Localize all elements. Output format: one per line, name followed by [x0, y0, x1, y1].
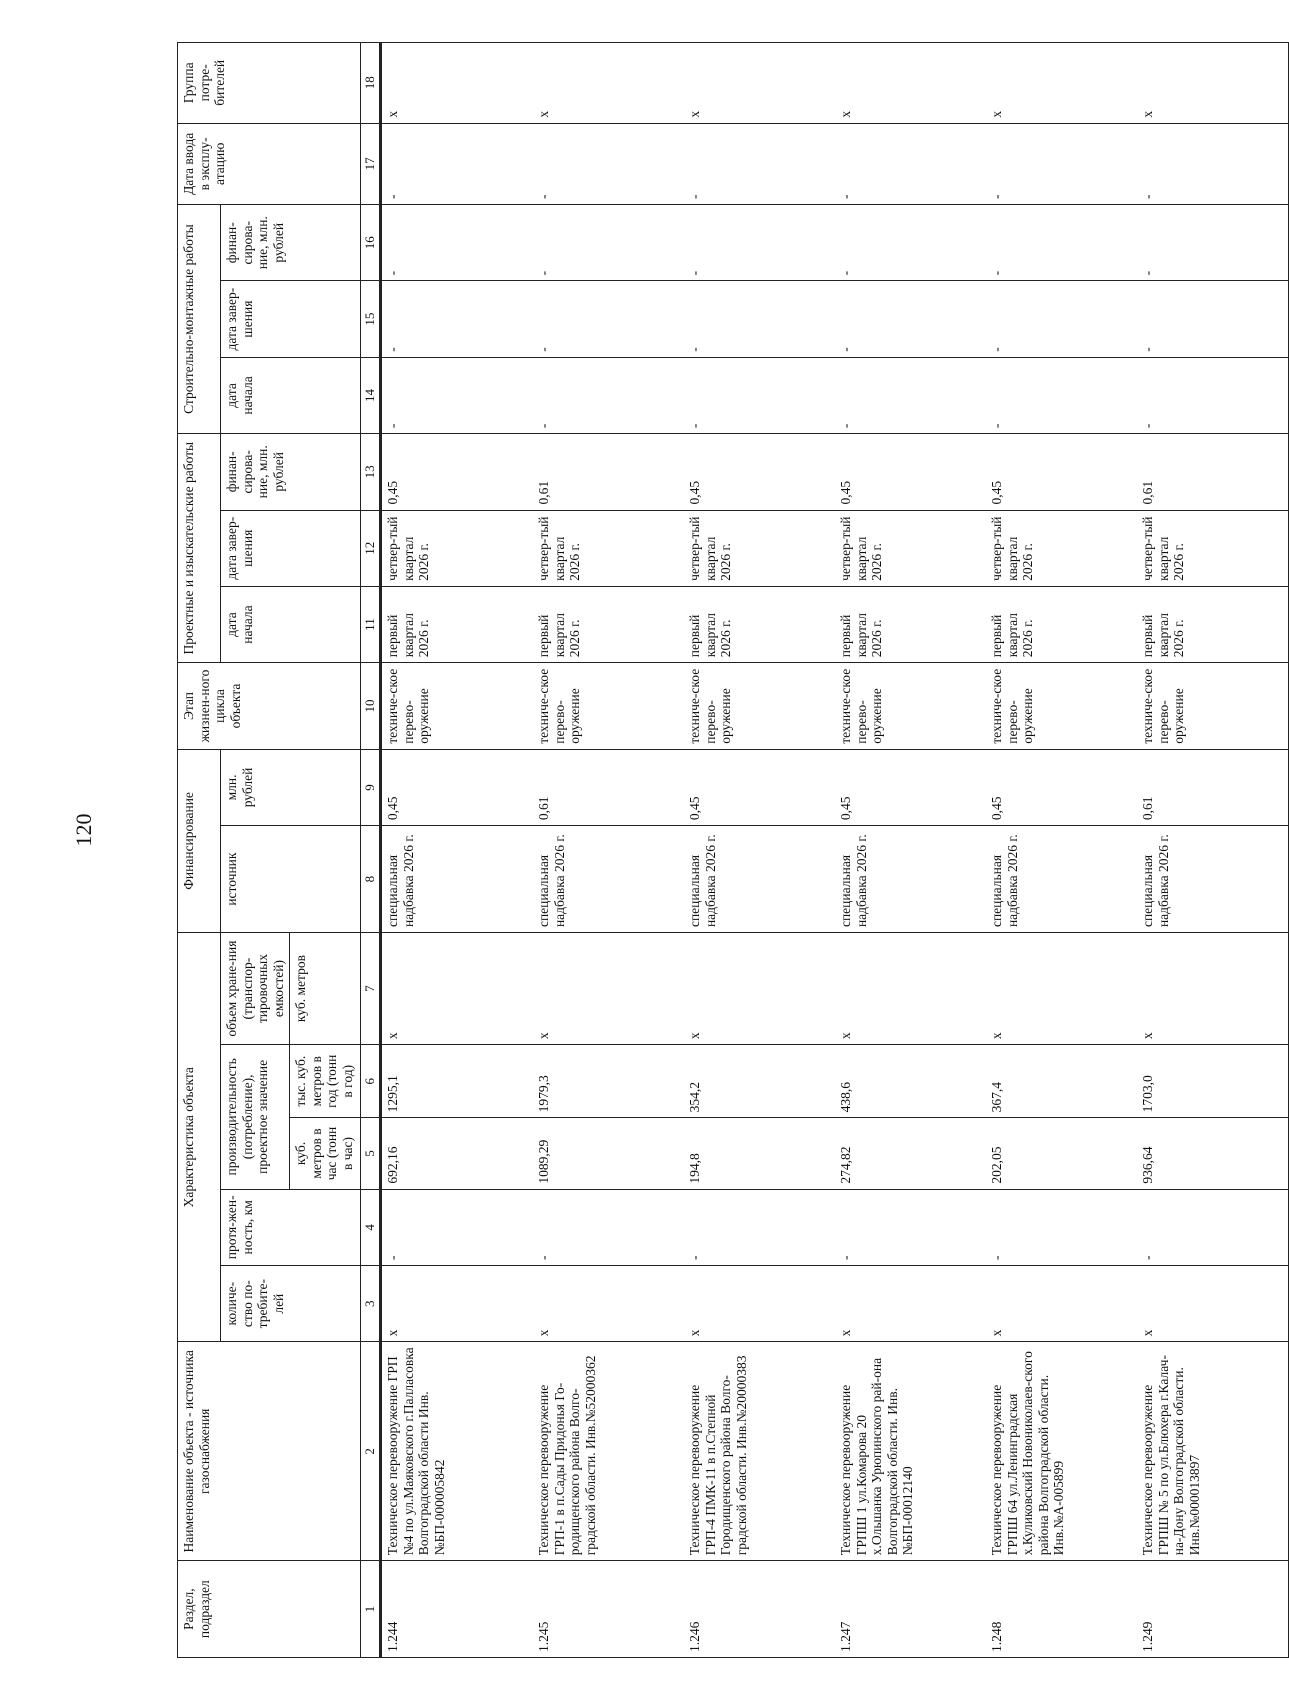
object-name: Техническое перевооружение ГРП-4 ПМК-11 в п.Степной Городищенского района Волго-градской области. Инв.№20000383	[684, 1342, 835, 1561]
table-row	[533, 43, 684, 1658]
column-number: 14	[361, 357, 381, 433]
financing-source: специальная надбавка 2026 г.	[684, 826, 835, 933]
consumers-count: х	[835, 1266, 986, 1342]
design-end: четвер-тый квартал 2026 г.	[533, 510, 684, 586]
financing-amount: 0,45	[684, 749, 835, 825]
header-financing: Финансирование	[178, 749, 221, 932]
column-number: 12	[361, 510, 381, 586]
length-km: -	[533, 1189, 684, 1265]
column-number-row	[361, 43, 381, 1658]
header-design-end: дата завер-шения	[221, 510, 361, 586]
table-row	[835, 43, 986, 1658]
column-number: 16	[361, 205, 381, 281]
build-financing: -	[684, 205, 835, 281]
build-start: -	[835, 357, 986, 433]
build-financing: -	[835, 205, 986, 281]
design-end: четвер-тый квартал 2026 г.	[986, 510, 1137, 586]
column-number: 1	[361, 1561, 381, 1658]
design-end: четвер-тый квартал 2026 г.	[381, 510, 534, 586]
header-consumers-count: количе-ство по-требите-лей	[221, 1266, 361, 1342]
object-name: Техническое перевооружение ГРПШ 1 ул.Комарова 20 х.Ольшанка Урюпинского рай-она Волгоградской области. Инв.№БП-00012140	[835, 1342, 986, 1561]
rotated-table-container	[177, 42, 1210, 1658]
design-start: первый квартал 2026 г.	[835, 586, 986, 662]
build-financing: -	[986, 205, 1137, 281]
build-financing: -	[1137, 205, 1289, 281]
header-cubic-meters: куб. метров	[290, 933, 361, 1045]
consumer-group: х	[986, 43, 1137, 124]
design-financing: 0,45	[684, 434, 835, 510]
build-start: -	[986, 357, 1137, 433]
cubic-per-year: 1979,3	[533, 1045, 684, 1118]
financing-source: специальная надбавка 2026 г.	[986, 826, 1137, 933]
financing-amount: 0,61	[533, 749, 684, 825]
consumers-count: х	[533, 1266, 684, 1342]
consumers-count: х	[986, 1266, 1137, 1342]
column-number: 3	[361, 1266, 381, 1342]
design-end: четвер-тый квартал 2026 г.	[835, 510, 986, 586]
column-number: 15	[361, 281, 381, 357]
header-design-works: Проектные и изыскательские работы	[178, 434, 221, 663]
length-km: -	[1137, 1189, 1289, 1265]
cubic-per-year: 1295,1	[381, 1045, 534, 1118]
design-end: четвер-тый квартал 2026 г.	[1137, 510, 1289, 586]
build-financing: -	[533, 205, 684, 281]
financing-amount: 0,61	[1137, 749, 1289, 825]
column-number: 18	[361, 43, 381, 124]
commissioning-date: -	[986, 123, 1137, 204]
column-number: 7	[361, 933, 381, 1045]
financing-source: специальная надбавка 2026 г.	[533, 826, 684, 933]
build-end: -	[381, 281, 534, 357]
header-cubic-per-hour: куб. метров в час (тонн в час)	[290, 1118, 361, 1189]
header-lifecycle-stage: Этап жизнен-ного цикла объекта	[178, 663, 361, 750]
header-construction-works: Строительно-монтажные работы	[178, 205, 221, 434]
column-number: 5	[361, 1118, 381, 1189]
design-start: первый квартал 2026 г.	[684, 586, 835, 662]
commissioning-date: -	[1137, 123, 1289, 204]
column-number: 4	[361, 1189, 381, 1265]
financing-amount: 0,45	[381, 749, 534, 825]
column-number: 8	[361, 826, 381, 933]
design-start: первый квартал 2026 г.	[533, 586, 684, 662]
gas-supply-table	[177, 42, 1289, 1658]
commissioning-date: -	[835, 123, 986, 204]
design-financing: 0,45	[986, 434, 1137, 510]
object-name: Техническое перевооружение ГРП №4 по ул.Маяковского г.Палласовка Волгоградской области Инв.№БП-000005842	[381, 1342, 534, 1561]
build-end: -	[835, 281, 986, 357]
section-code: 1.246	[684, 1561, 835, 1658]
lifecycle-stage: техниче-ское перево-оружение	[533, 663, 684, 750]
lifecycle-stage: техниче-ское перево-оружение	[1137, 663, 1289, 750]
commissioning-date: -	[684, 123, 835, 204]
length-km: -	[684, 1189, 835, 1265]
financing-source: специальная надбавка 2026 г.	[835, 826, 986, 933]
cubic-per-year: 1703,0	[1137, 1045, 1289, 1118]
column-number: 11	[361, 586, 381, 662]
object-name: Техническое перевооружение ГРПШ № 5 по ул.Блюхера г.Калач-на-Дону Волгоградской области. Инв.№000013897	[1137, 1342, 1289, 1561]
storage-volume: х	[533, 933, 684, 1045]
header-length: протя-жен-ность, км	[221, 1189, 361, 1265]
design-start: первый квартал 2026 г.	[986, 586, 1137, 662]
consumer-group: х	[533, 43, 684, 124]
column-number: 17	[361, 123, 381, 204]
consumers-count: х	[381, 1266, 534, 1342]
build-start: -	[533, 357, 684, 433]
section-code: 1.244	[381, 1561, 534, 1658]
object-name: Техническое перевооружение ГРП-1 в п.Сады Придонья Го-родищенского района Волго-градской области. Инв.№52000362	[533, 1342, 684, 1561]
lifecycle-stage: техниче-ское перево-оружение	[986, 663, 1137, 750]
consumer-group: х	[835, 43, 986, 124]
design-end: четвер-тый квартал 2026 г.	[684, 510, 835, 586]
storage-volume: х	[381, 933, 534, 1045]
lifecycle-stage: техниче-ское перево-оружение	[684, 663, 835, 750]
header-commissioning-date: Дата ввода в эксплу-атацию	[178, 123, 361, 204]
header-build-start: дата начала	[221, 357, 361, 433]
cubic-per-hour: 194,8	[684, 1118, 835, 1189]
build-end: -	[684, 281, 835, 357]
consumer-group: х	[381, 43, 534, 124]
table-row	[986, 43, 1137, 1658]
table-row	[1137, 43, 1289, 1658]
build-start: -	[381, 357, 534, 433]
commissioning-date: -	[381, 123, 534, 204]
storage-volume: х	[684, 933, 835, 1045]
header-consumer-group: Группа потре-бителей	[178, 43, 361, 124]
cubic-per-hour: 692,16	[381, 1118, 534, 1189]
financing-source: специальная надбавка 2026 г.	[381, 826, 534, 933]
consumer-group: х	[1137, 43, 1289, 124]
build-end: -	[533, 281, 684, 357]
object-name: Техническое перевооружение ГРПШ 64 ул.Ленинградская х.Куликовский Новониколаев-ского района Волгоградской области. Инв.№А-005899	[986, 1342, 1137, 1561]
header-performance: производительность (потребление), проектное значение	[221, 1045, 290, 1190]
consumers-count: х	[684, 1266, 835, 1342]
consumer-group: х	[684, 43, 835, 124]
build-end: -	[1137, 281, 1289, 357]
length-km: -	[986, 1189, 1137, 1265]
header-design-financing: финан-сирова-ние, млн. рублей	[221, 434, 361, 510]
financing-amount: 0,45	[835, 749, 986, 825]
storage-volume: х	[1137, 933, 1289, 1045]
lifecycle-stage: техниче-ское перево-оружение	[381, 663, 534, 750]
cubic-per-hour: 936,64	[1137, 1118, 1289, 1189]
header-object-name: Наименование объекта - источника газоснабжения	[178, 1342, 361, 1561]
header-fin-source: источник	[221, 826, 361, 933]
build-start: -	[684, 357, 835, 433]
lifecycle-stage: техниче-ское перево-оружение	[835, 663, 986, 750]
header-design-start: дата начала	[221, 586, 361, 662]
column-number: 6	[361, 1045, 381, 1118]
table-row	[381, 43, 534, 1658]
column-number: 13	[361, 434, 381, 510]
design-financing: 0,45	[835, 434, 986, 510]
header-object-characteristics: Характеристика объекта	[178, 933, 221, 1342]
column-number: 9	[361, 749, 381, 825]
header-build-financing: финан-сирова-ние, млн. рублей	[221, 205, 361, 281]
length-km: -	[381, 1189, 534, 1265]
storage-volume: х	[986, 933, 1137, 1045]
financing-source: специальная надбавка 2026 г.	[1137, 826, 1289, 933]
section-code: 1.249	[1137, 1561, 1289, 1658]
build-end: -	[986, 281, 1137, 357]
column-number: 10	[361, 663, 381, 750]
cubic-per-hour: 1089,29	[533, 1118, 684, 1189]
commissioning-date: -	[533, 123, 684, 204]
header-fin-amount: млн. рублей	[221, 749, 361, 825]
header-storage-volume: объем хране-ния (транспор-тировочных емкостей)	[221, 933, 290, 1045]
section-code: 1.247	[835, 1561, 986, 1658]
cubic-per-hour: 202,05	[986, 1118, 1137, 1189]
consumers-count: х	[1137, 1266, 1289, 1342]
storage-volume: х	[835, 933, 986, 1045]
design-start: первый квартал 2026 г.	[1137, 586, 1289, 662]
header-cubic-per-year: тыс. куб. метров в год (тонн в год)	[290, 1045, 361, 1118]
cubic-per-year: 367,4	[986, 1045, 1137, 1118]
design-start: первый квартал 2026 г.	[381, 586, 534, 662]
table-row	[684, 43, 835, 1658]
column-number: 2	[361, 1342, 381, 1561]
cubic-per-year: 354,2	[684, 1045, 835, 1118]
cubic-per-year: 438,6	[835, 1045, 986, 1118]
section-code: 1.245	[533, 1561, 684, 1658]
build-financing: -	[381, 205, 534, 281]
design-financing: 0,45	[381, 434, 534, 510]
cubic-per-hour: 274,82	[835, 1118, 986, 1189]
section-code: 1.248	[986, 1561, 1137, 1658]
header-build-end: дата завер-шения	[221, 281, 361, 357]
page-number: 120	[71, 813, 96, 847]
design-financing: 0,61	[1137, 434, 1289, 510]
build-start: -	[1137, 357, 1289, 433]
financing-amount: 0,45	[986, 749, 1137, 825]
length-km: -	[835, 1189, 986, 1265]
header-section: Раздел, подраздел	[178, 1561, 361, 1658]
design-financing: 0,61	[533, 434, 684, 510]
